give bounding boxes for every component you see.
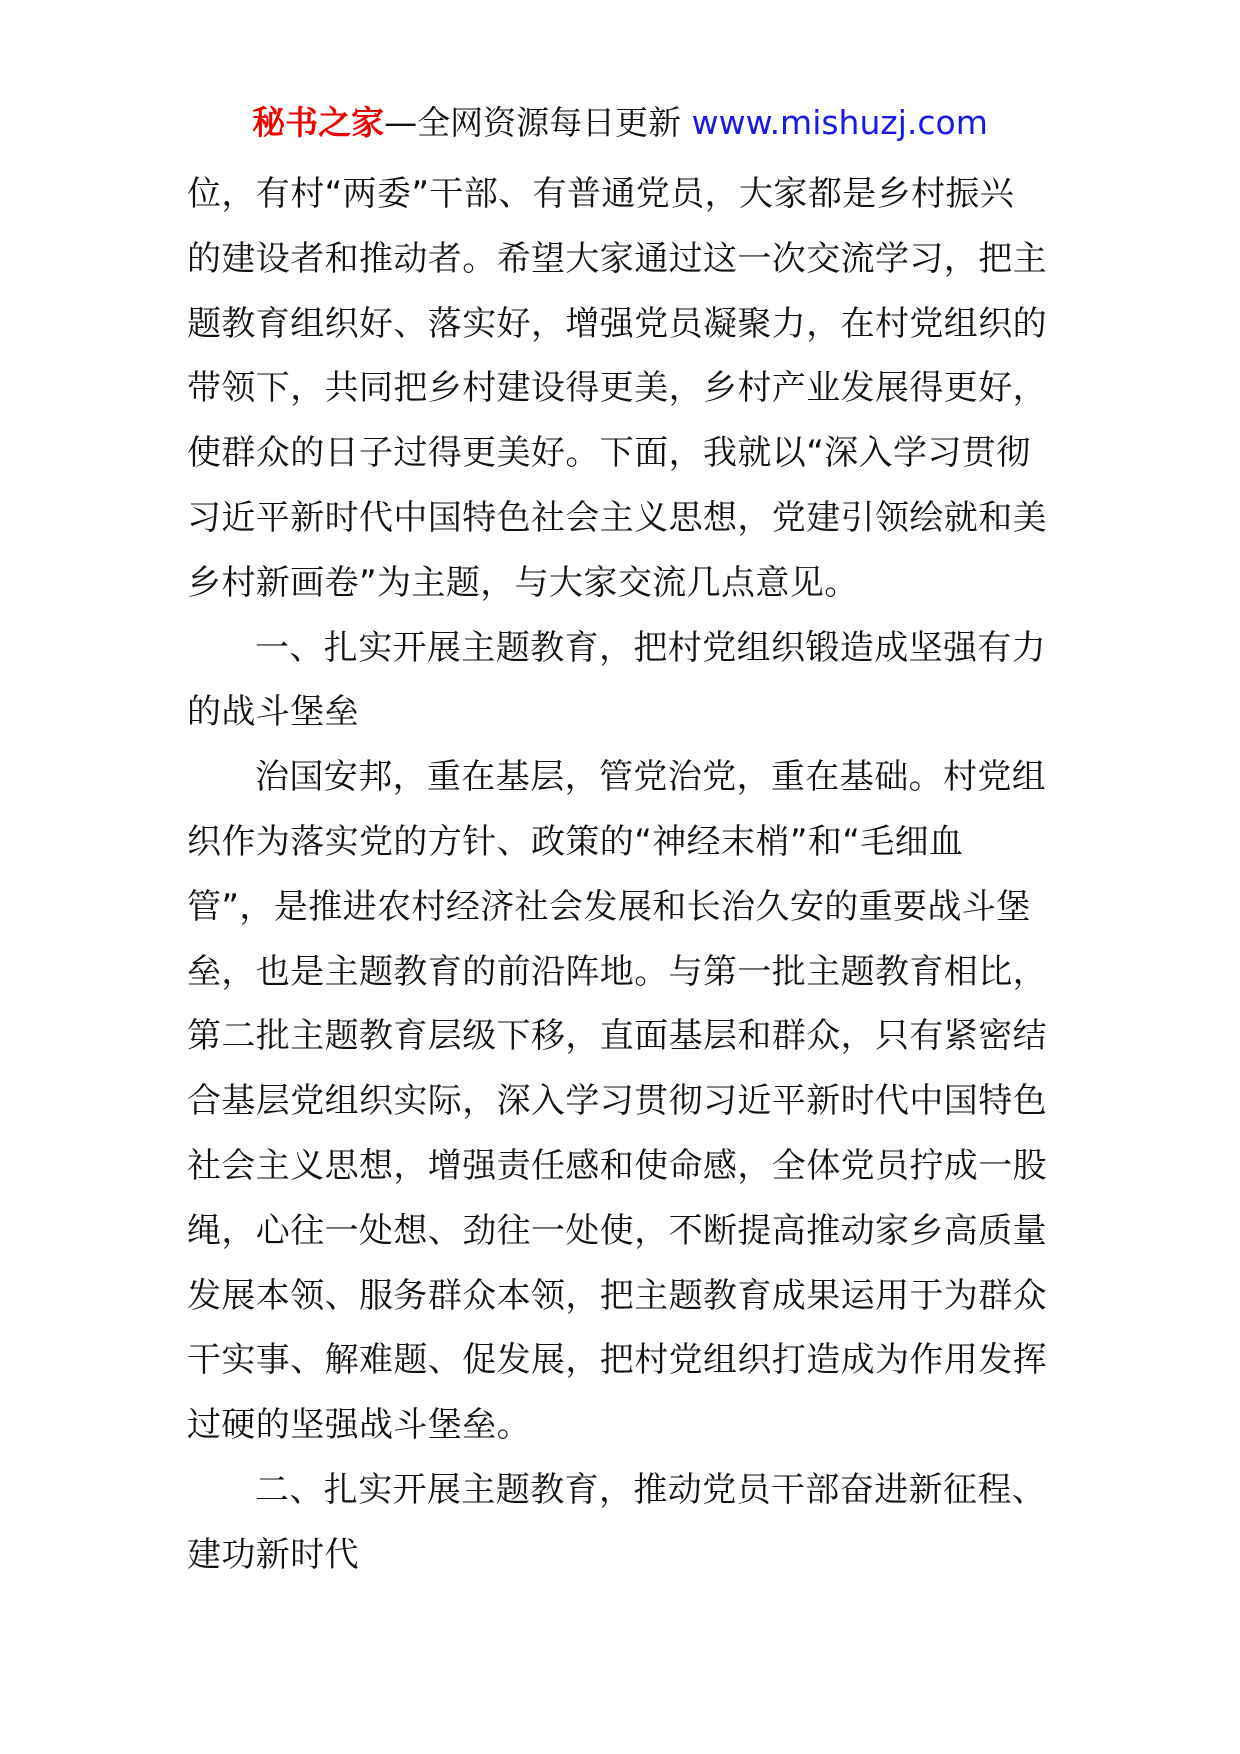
site-header [0,98,1240,148]
section-heading-2-cont: 建功新时代 [187,1534,359,1575]
paragraph-line: 管”，是推进农村经济社会发展和长治久安的重要战斗堡 [187,886,1031,927]
paragraph-line: 的建设者和推动者。希望大家通过这一次交流学习，把主 [187,238,1047,279]
paragraph-line: 发展本领、服务群众本领，把主题教育成果运用于为群众 [187,1275,1047,1316]
section-heading-2: 二、扎实开展主题教育，推动党员干部奋进新征程、 [255,1469,1047,1510]
paragraph-line: 织作为落实党的方针、政策的“神经末梢”和“毛细血 [187,821,964,862]
paragraph-line: 垒，也是主题教育的前沿阵地。与第一批主题教育相比， [187,951,1047,992]
paragraph-line: 带领下，共同把乡村建设得更美，乡村产业发展得更好， [187,368,1047,409]
paragraph-line: 绳，心往一处想、劲往一处使，不断提高推动家乡高质量 [187,1210,1047,1251]
brand-name: 秘书之家 [252,103,385,142]
section-heading-1: 一、扎实开展主题教育，把村党组织锻造成坚强有力 [255,627,1047,668]
paragraph-line: 位，有村“两委”干部、有普通党员，大家都是乡村振兴 [187,174,1015,214]
paragraph-line: 过硬的坚强战斗堡垒。 [187,1405,531,1446]
paragraph-line: 习近平新时代中国特色社会主义思想，党建引领绘就和美 [187,497,1047,538]
site-url-link[interactable]: www.mishuzj.com [691,103,988,142]
paragraph-line: 题教育组织好、落实好，增强党员凝聚力，在村党组织的 [187,303,1047,344]
paragraph-line: 社会主义思想，增强责任感和使命感，全体党员拧成一股 [187,1145,1047,1186]
paragraph-line: 合基层党组织实际，深入学习贯彻习近平新时代中国特色 [187,1081,1047,1122]
section-heading-1-cont: 的战斗堡垒 [187,692,359,733]
header-slogan: —全网资源每日更新 [384,103,682,142]
document-body [187,162,1053,1588]
paragraph-line: 干实事、解难题、促发展，把村党组织打造成为作用发挥 [187,1340,1047,1381]
paragraph-line: 乡村新画卷”为主题，与大家交流几点意见。 [187,562,859,603]
paragraph-line: 使群众的日子过得更美好。下面，我就以“深入学习贯彻 [187,433,1031,474]
paragraph-line: 第二批主题教育层级下移，直面基层和群众，只有紧密结 [187,1016,1047,1057]
paragraph-line: 治国安邦，重在基层，管党治党，重在基础。村党组 [255,757,1047,798]
